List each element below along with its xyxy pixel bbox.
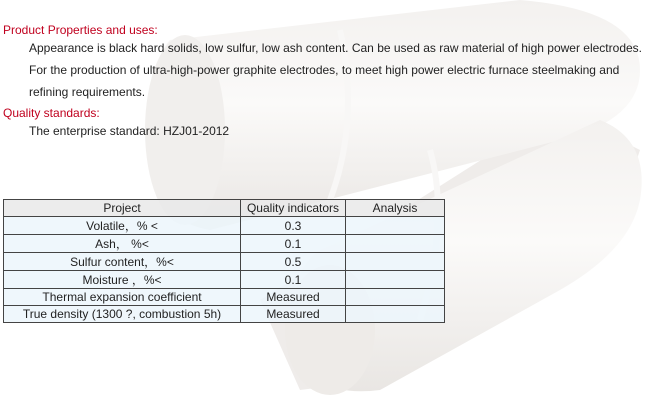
table-row [4, 306, 445, 323]
table-row [4, 289, 445, 306]
product-properties-heading: Product Properties and uses: [3, 23, 158, 37]
cell-analysis [346, 217, 445, 235]
column-header-project: Project [4, 200, 241, 217]
cell-analysis [346, 253, 445, 271]
table-row [4, 271, 445, 289]
cell-project: Volatile，% < [4, 217, 241, 235]
cell-analysis [346, 235, 445, 253]
cell-project: Moisture ，%< [4, 271, 241, 289]
column-header-analysis: Analysis [346, 200, 445, 217]
table-row [4, 235, 445, 253]
table-header-row [4, 200, 445, 217]
properties-line: For the production of ultra-high-power graphite electrodes, to meet high power electric furnace steelmaking and [29, 63, 620, 77]
quality-standards-heading: Quality standards: [3, 106, 100, 120]
cell-quality-indicator: 0.3 [241, 217, 346, 235]
cell-project: True density (1300 ?, combustion 5h) [4, 306, 241, 323]
cell-quality-indicator: 0.1 [241, 271, 346, 289]
cell-analysis [346, 306, 445, 323]
cell-quality-indicator: Measured [241, 306, 346, 323]
cell-analysis [346, 289, 445, 306]
enterprise-standard-line: The enterprise standard: HZJ01-2012 [29, 124, 230, 138]
properties-line: refining requirements. [29, 85, 146, 99]
cell-project: Ash， %< [4, 235, 241, 253]
table-row [4, 253, 445, 271]
cell-project: Thermal expansion coefficient [4, 289, 241, 306]
cell-project: Sulfur content，%< [4, 253, 241, 271]
cell-quality-indicator: Measured [241, 289, 346, 306]
quality-standards-text [29, 120, 644, 142]
product-properties-text [29, 37, 644, 103]
cell-quality-indicator: 0.5 [241, 253, 346, 271]
column-header-quality-indicators: Quality indicators [241, 200, 346, 217]
quality-spec-table [3, 199, 445, 323]
properties-line: Appearance is black hard solids, low sulfur, low ash content. Can be used as raw material of high power electrodes. [29, 41, 642, 55]
cell-quality-indicator: 0.1 [241, 235, 346, 253]
table-row [4, 217, 445, 235]
cell-analysis [346, 271, 445, 289]
